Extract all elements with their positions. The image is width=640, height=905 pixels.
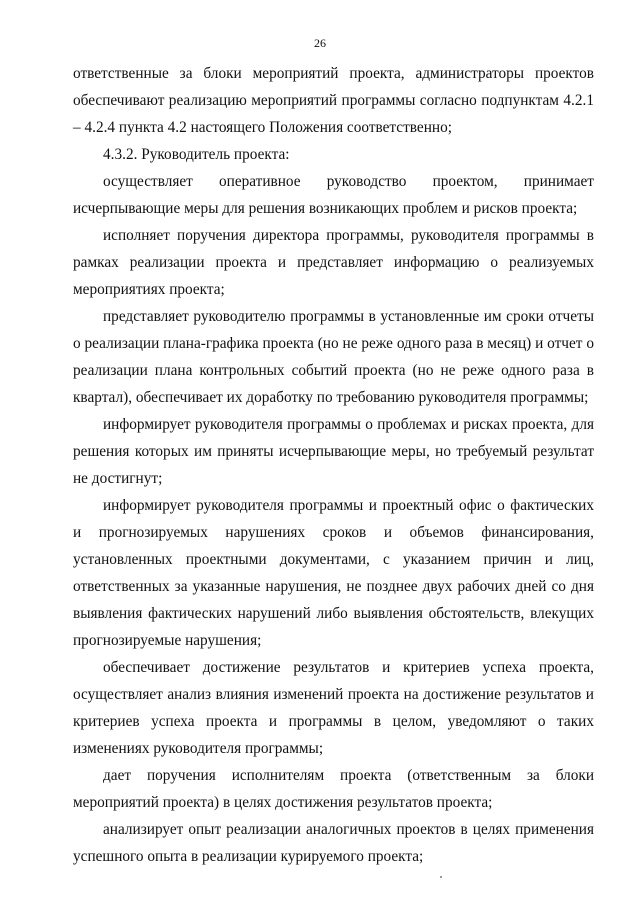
paragraph-analyzes-experience: анализирует опыт реализации аналогичных проектов в целях применения успешного опыта в реализации курируемого проекта; bbox=[73, 821, 594, 865]
paragraph-informs-risks: информирует руководителя программы о проблемах и рисках проекта, для решения которых им приняты исчерпывающие меры, но требуемый результат не достигнут; bbox=[73, 416, 594, 487]
section-heading-4-3-2: 4.3.2. Руководитель проекта: bbox=[103, 146, 290, 163]
document-body bbox=[73, 60, 594, 870]
paragraph-executes-orders: исполняет поручения директора программы, руководителя программы в рамках реализации проекта и представляет информацию о реализуемых мероприятиях проекта; bbox=[73, 227, 594, 298]
paragraph-gives-orders: дает поручения исполнителям проекта (ответственным за блоки мероприятий проекта) в целях достижения результатов проекта; bbox=[73, 767, 594, 811]
paragraph-continuation: ответственные за блоки мероприятий проекта, администраторы проектов обеспечивают реализацию мероприятий программы согласно подпунктам 4.2.1 – 4.2.4 пункта 4.2 настоящего Положения соответственно; bbox=[73, 65, 594, 136]
paragraph-submits-reports: представляет руководителю программы в установленные им сроки отчеты о реализации плана-графика проекта (но не реже одного раза в месяц) и отчет о реализации плана контрольных событий проекта (но не реже одного раза в квартал), обеспечивает их доработку по требованию руководителя программы; bbox=[73, 308, 594, 406]
paragraph-informs-violations: информирует руководителя программы и проектный офис о фактических и прогнозируемых нарушениях сроков и объемов финансирования, установленных проектными документами, с указанием причин и лиц, ответственных за указанные нарушения, не позднее двух рабочих дней со дня выявления фактических нарушений либо выявления обстоятельств, влекущих прогнозируемые нарушения; bbox=[73, 497, 594, 649]
paragraph-operational-management: осуществляет оперативное руководство проектом, принимает исчерпывающие меры для решения возникающих проблем и рисков проекта; bbox=[73, 173, 594, 217]
paragraph-ensures-results: обеспечивает достижение результатов и критериев успеха проекта, осуществляет анализ влияния изменений проекта на достижение результатов и критериев успеха проекта и программы в целом, уведомляют о таких изменениях руководителя программы; bbox=[73, 659, 594, 757]
page-number: 26 bbox=[314, 36, 326, 50]
scan-speck bbox=[440, 876, 442, 878]
